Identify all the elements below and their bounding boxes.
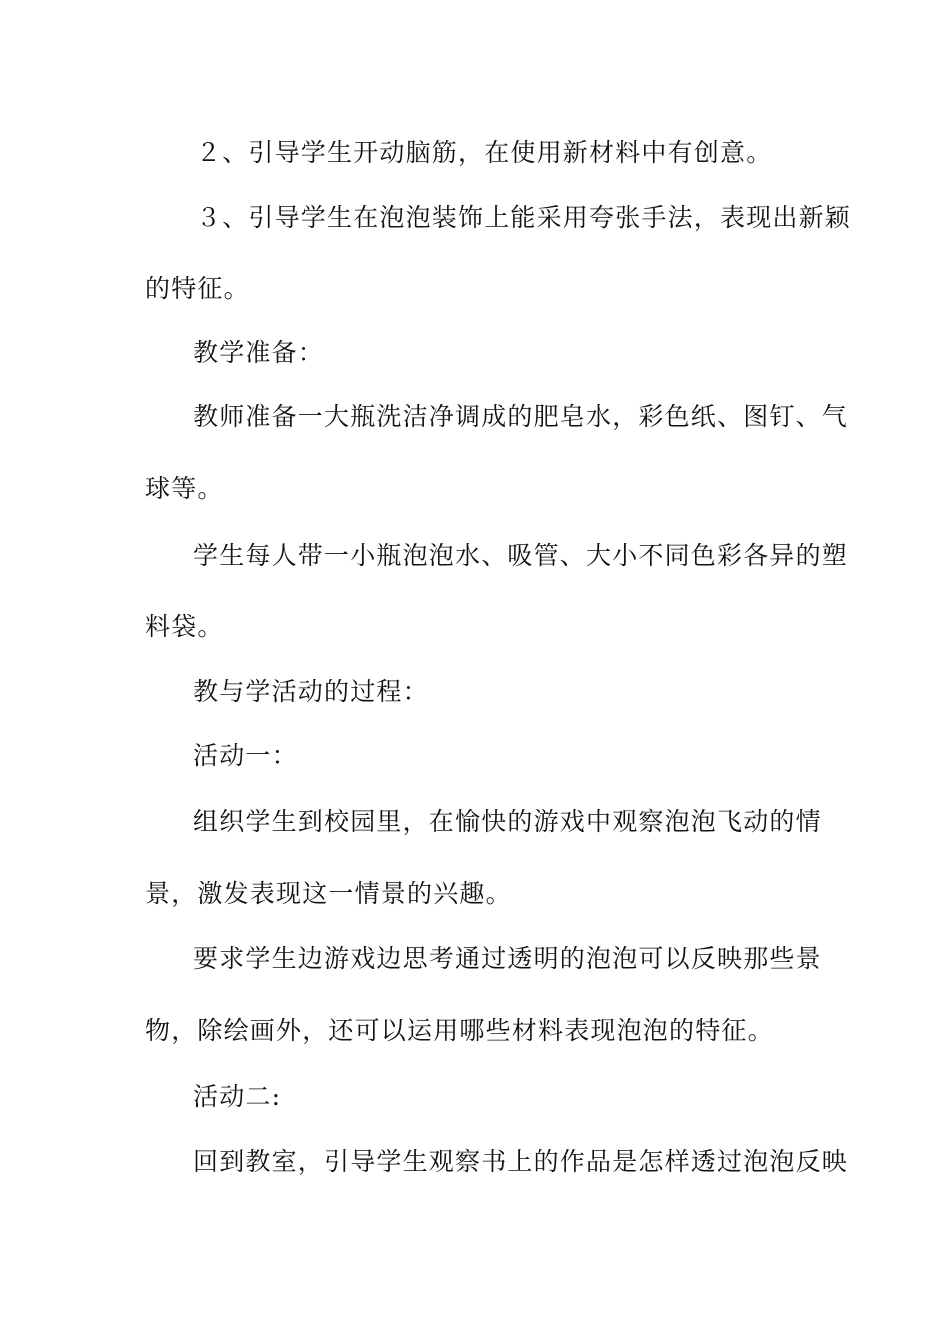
objective-2: ２、引导学生开动脑筋，在使用新材料中有创意。 — [196, 138, 773, 167]
activity-1-paragraph-2: 要求学生边游戏边思考通过透明的泡泡可以反映那些景 — [193, 944, 822, 973]
activity-1-paragraph-1-continued: 景，激发表现这一情景的兴趣。 — [145, 879, 512, 908]
activity-1-heading: 活动一： — [193, 741, 298, 770]
teacher-preparation: 教师准备一大瓶洗洁净调成的肥皂水，彩色纸、图钉、气 — [193, 402, 849, 431]
teacher-preparation-continued: 球等。 — [145, 474, 224, 503]
section-heading-preparation: 教学准备： — [193, 338, 325, 367]
activity-1-paragraph-2-continued: 物，除绘画外，还可以运用哪些材料表现泡泡的特征。 — [145, 1016, 774, 1045]
activity-2-paragraph-1: 回到教室，引导学生观察书上的作品是怎样透过泡泡反映 — [193, 1147, 849, 1176]
student-preparation: 学生每人带一小瓶泡泡水、吸管、大小不同色彩各异的塑 — [193, 541, 849, 570]
activity-2-heading: 活动二: — [193, 1082, 282, 1111]
section-heading-process: 教与学活动的过程： — [193, 677, 429, 706]
activity-1-paragraph-1: 组织学生到校园里，在愉快的游戏中观察泡泡飞动的情 — [193, 807, 822, 836]
objective-3: ３、引导学生在泡泡装饰上能采用夸张手法，表现出新颖 — [196, 203, 852, 232]
student-preparation-continued: 料袋。 — [145, 612, 224, 641]
objective-3-continued: 的特征。 — [145, 274, 250, 303]
